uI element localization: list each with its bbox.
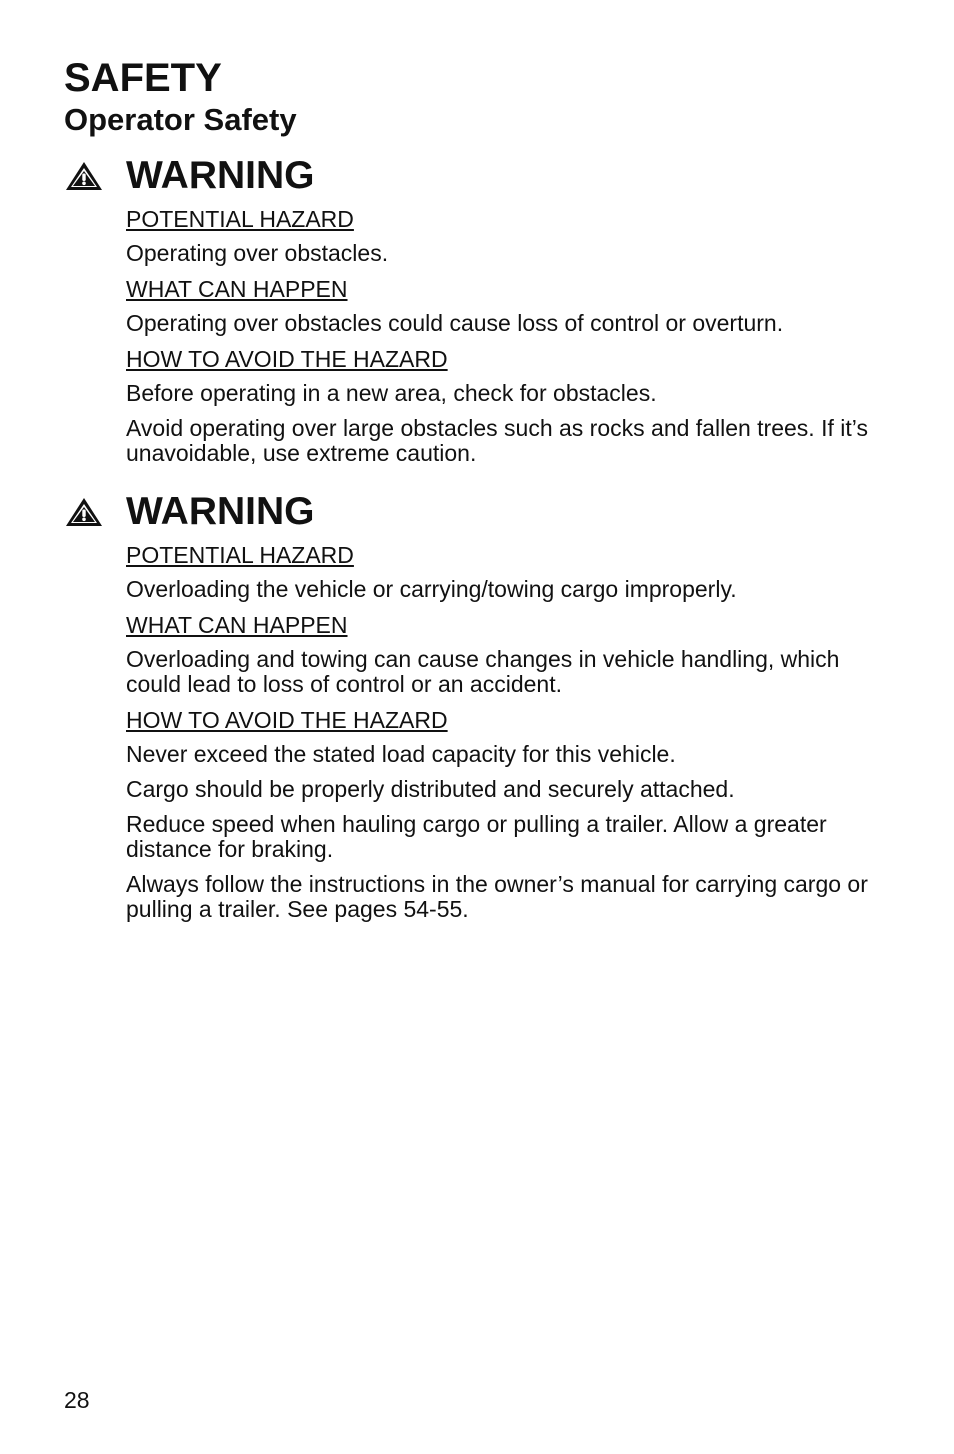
what-can-happen-text: Operating over obstacles could cause loss of control or overturn. [126, 310, 784, 336]
potential-hazard-label: POTENTIAL HAZARD [126, 542, 354, 568]
how-to-avoid-text: Before operating in a new area, check for obstacles. [126, 380, 657, 406]
how-to-avoid-label: HOW TO AVOID THE HAZARD [126, 346, 448, 372]
warning-header-2 [64, 490, 315, 534]
how-to-avoid-text: Always follow the instructions in the owner’s manual for carrying cargo or pulling a trailer. See pages 54-55. [126, 871, 868, 922]
warning-triangle-icon [64, 496, 104, 528]
page-number: 28 [64, 1387, 90, 1413]
how-to-avoid-text: Never exceed the stated load capacity for this vehicle. [126, 741, 676, 767]
what-can-happen-label: WHAT CAN HAPPEN [126, 276, 348, 302]
how-to-avoid-label: HOW TO AVOID THE HAZARD [126, 707, 448, 733]
section-title: SAFETY [64, 56, 222, 100]
warning-body-1 [126, 206, 886, 476]
how-to-avoid-text: Cargo should be properly distributed and securely attached. [126, 776, 735, 802]
warning-body-2 [126, 542, 886, 932]
warning-title: WARNING [126, 490, 315, 533]
potential-hazard-text: Overloading the vehicle or carrying/towing cargo improperly. [126, 576, 737, 602]
potential-hazard-text: Operating over obstacles. [126, 240, 389, 266]
what-can-happen-text: Overloading and towing can cause changes in vehicle handling, which could lead to loss of control or an accident. [126, 646, 840, 697]
warning-header-1 [64, 154, 315, 198]
what-can-happen-label: WHAT CAN HAPPEN [126, 612, 348, 638]
section-subtitle: Operator Safety [64, 102, 297, 137]
warning-title: WARNING [126, 154, 315, 197]
potential-hazard-label: POTENTIAL HAZARD [126, 206, 354, 232]
warning-triangle-icon [64, 160, 104, 192]
how-to-avoid-text: Avoid operating over large obstacles such as rocks and fallen trees. If it’s unavoidable, use extreme caution. [126, 415, 868, 466]
how-to-avoid-text: Reduce speed when hauling cargo or pulling a trailer. Allow a greater distance for braking. [126, 811, 827, 862]
